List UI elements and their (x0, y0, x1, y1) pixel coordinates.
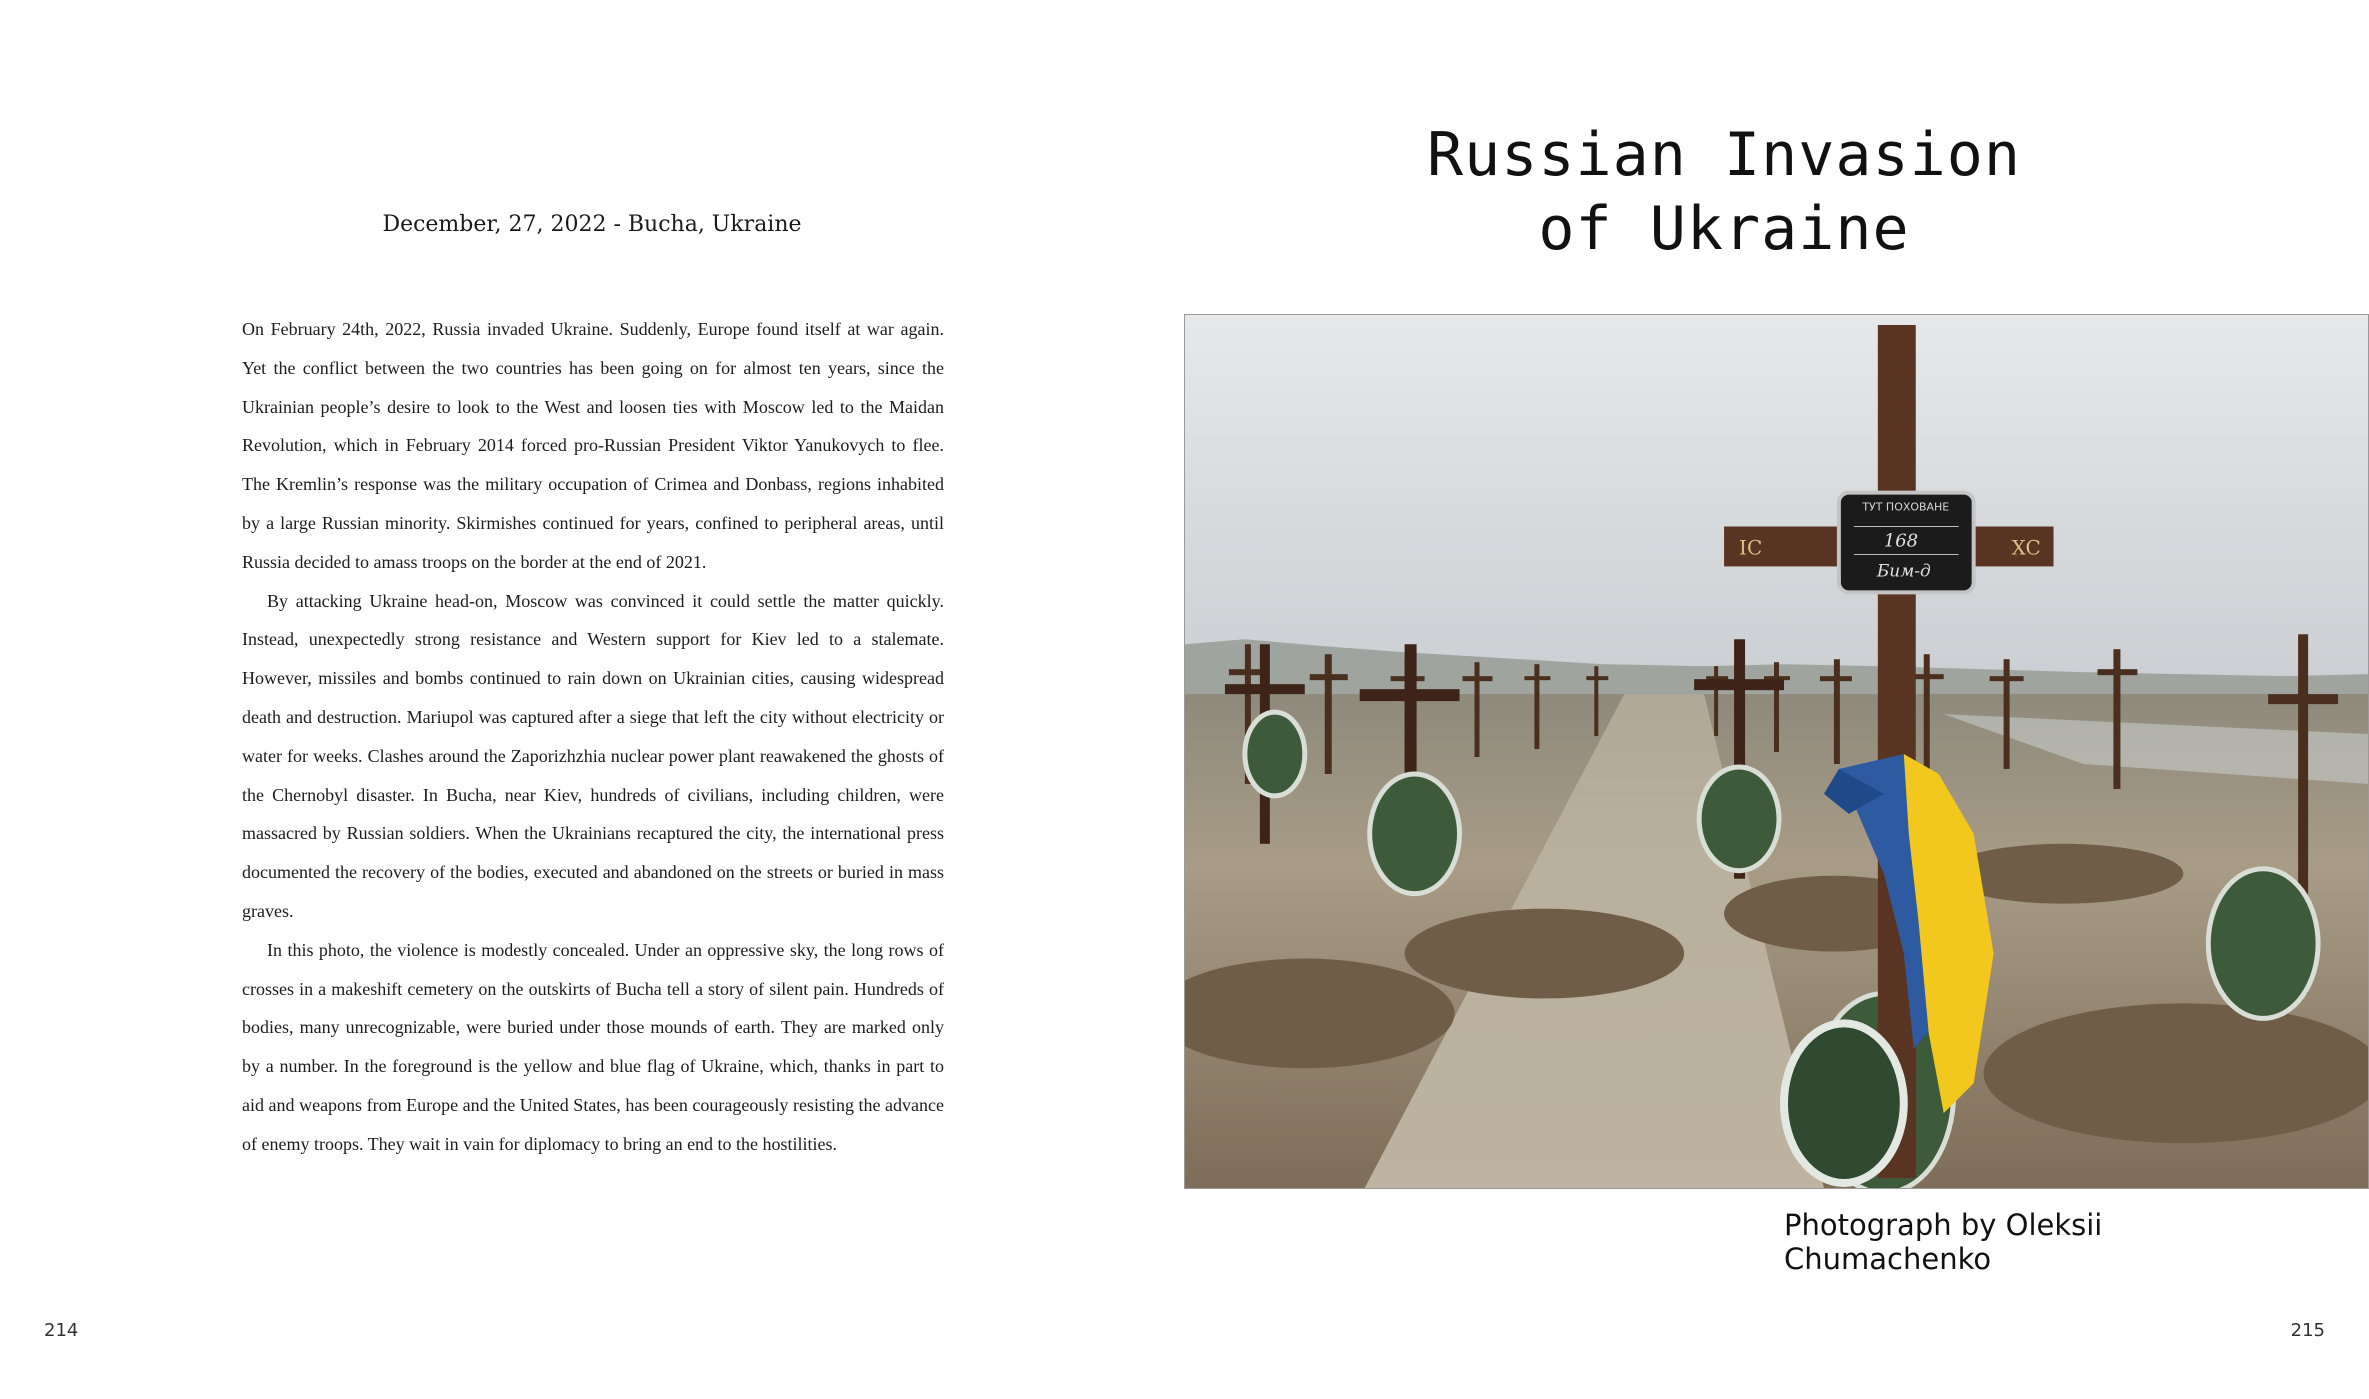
page-title (1364, 118, 2084, 266)
cemetery-photograph (1184, 314, 2369, 1189)
page-number-right: 215 (2290, 1320, 2325, 1341)
left-page (0, 0, 1184, 1399)
plaque-line-3: Бим-д (1876, 560, 1931, 581)
foreground-wreath (1784, 1023, 1904, 1183)
paragraph-3: In this photo, the violence is modestly concealed. Under an oppressive sky, the long rows of crosses in a makeshift cemetery on the outskirts of Bucha tell a story of silent pain. Hundreds of bodies, many unrecognizable, were buried under those mounds of earth. They are marked only by a number. In the foreground is the yellow and blue flag of Ukraine, which, thanks in part to aid and weapons from Europe and the United States, has been courageously resisting the advance of enemy troops. They wait in vain for diplomacy to bring an end to the hostilities. (242, 939, 944, 1154)
right-page (1184, 0, 2369, 1399)
cross-letters-left: IC (1739, 535, 1763, 560)
title-line-2: of Ukraine (1538, 194, 1910, 264)
photo-caption: Photograph by Oleksii Chumachenko (1784, 1208, 2103, 1276)
page-number-left: 214 (44, 1320, 79, 1341)
plaque-line-1: ТУТ ПОХОВАНЕ (1862, 500, 1950, 514)
title-line-1: Russian Invasion (1427, 120, 2021, 190)
cross-letters-right: XC (2011, 535, 2041, 560)
photo-illustration (1185, 315, 2368, 1188)
dateline: December, 27, 2022 - Bucha, Ukraine (382, 212, 802, 237)
paragraph-2: By attacking Ukraine head-on, Moscow was convinced it could settle the matter quickly. Instead, unexpectedly strong resistance and Western support for Kiev led to a stalemate. However, missiles and bombs continued to rain down on Ukrainian cities, causing widespread death and destruction. Mariupol was captured after a siege that left the city without electricity or water for weeks. Clashes around the Zaporizhzhia nuclear power plant reawakened the ghosts of the Chernobyl disaster. In Bucha, near Kiev, hundreds of civilians, including children, were massacred by Russian soldiers. When the Ukrainians recaptured the city, the international press documented the recovery of the bodies, executed and abandoned on the streets or buried in mass graves. (242, 590, 944, 921)
paragraph-1: On February 24th, 2022, Russia invaded Ukraine. Suddenly, Europe found itself at war again. Yet the conflict between the two countries has been going on for almost ten years, since the Ukrainian people’s desire to look to the West and loosen ties with Moscow led to the Maidan Revolution, which in February 2014 forced pro-Russian President Viktor Yanukovych to flee. The Kremlin’s response was the military occupation of Crimea and Donbass, regions inhabited by a large Russian minority. Skirmishes continued for years, confined to peripheral areas, until Russia decided to amass troops on the border at the end of 2021. (242, 319, 944, 572)
plaque-number: 168 (1883, 530, 1919, 552)
article-body (242, 310, 944, 1164)
